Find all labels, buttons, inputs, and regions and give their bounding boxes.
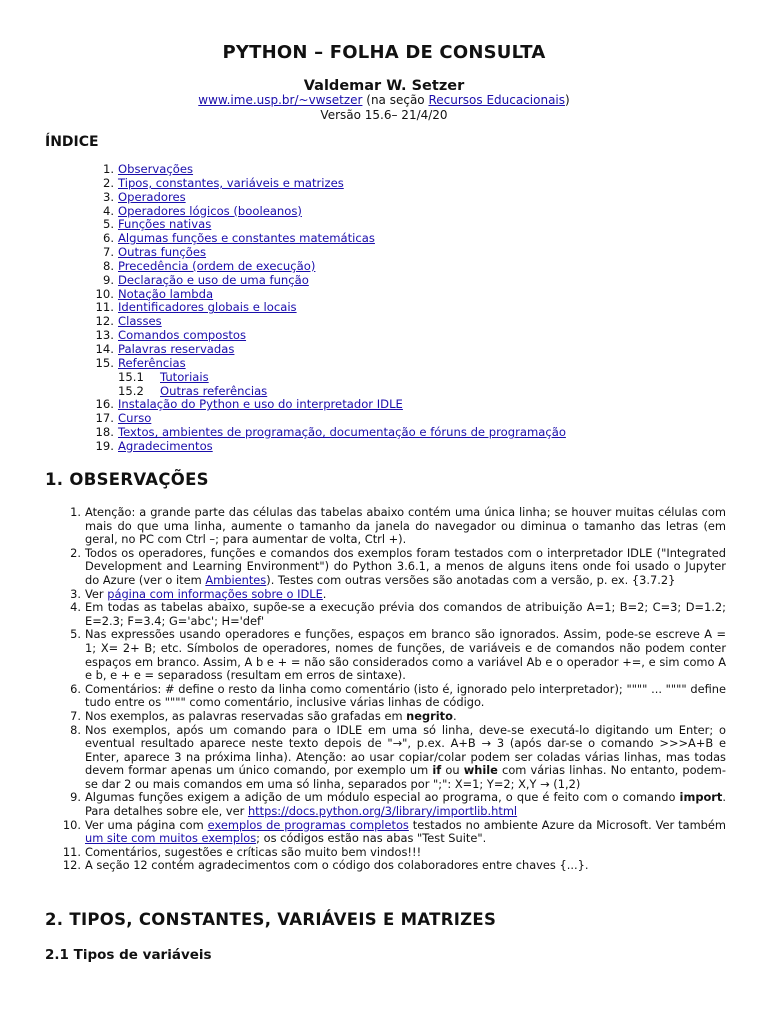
observation-text-part: Atenção: a grande parte das células das tabelas abaixo contém uma única linha; se houver muitas células com mais do que uma linha, aumente o tamanho da janela do navegador ou diminua o tamanho das letras (em geral, no PC com Ctrl –; para aumentar de volta, Ctrl +). bbox=[85, 505, 726, 547]
observation-number: 11. bbox=[62, 844, 81, 859]
index-item-number: 2. bbox=[102, 175, 114, 190]
index-item-number: 19. bbox=[95, 438, 114, 453]
observation-item bbox=[46, 724, 726, 792]
reserved-word: import bbox=[679, 790, 723, 805]
observation-item bbox=[46, 506, 726, 547]
observation-text-part: Nos exemplos, as palavras reservadas são grafadas em bbox=[85, 708, 407, 723]
observation-link[interactable]: um site com muitos exemplos bbox=[85, 831, 257, 846]
index-item-link[interactable]: Observações bbox=[118, 162, 194, 176]
observation-text-part: Ver bbox=[85, 586, 108, 601]
index-item-link[interactable]: Operadores bbox=[118, 189, 186, 204]
section-text-post: ) bbox=[565, 93, 570, 107]
index-item-link[interactable]: Palavras reservadas bbox=[118, 341, 235, 356]
index-item-number: 14. bbox=[95, 341, 114, 356]
index-item-number: 5. bbox=[102, 217, 114, 232]
index-item-link[interactable]: Operadores lógicos (booleanos) bbox=[118, 203, 302, 218]
index-item-link[interactable]: Classes bbox=[118, 314, 162, 329]
index-item-number: 8. bbox=[102, 258, 114, 273]
index-item-number: 9. bbox=[102, 272, 114, 287]
index-item bbox=[76, 163, 566, 177]
index-item-number: 4. bbox=[102, 203, 114, 218]
index-item bbox=[76, 260, 566, 274]
observation-number: 8. bbox=[70, 722, 81, 737]
observation-number: 10. bbox=[62, 817, 81, 832]
observation-text bbox=[85, 791, 726, 818]
observation-item bbox=[46, 710, 726, 724]
index-item-number: 18. bbox=[95, 425, 114, 440]
index-item-link[interactable]: Textos, ambientes de programação, documentação e fóruns de programação bbox=[118, 425, 566, 440]
observation-text-part: ). Testes com outras versões são anotadas com a versão, p. ex. {3.7.2} bbox=[266, 572, 676, 587]
reserved-word: if bbox=[432, 763, 442, 778]
index-item bbox=[76, 315, 566, 329]
observation-item bbox=[46, 628, 726, 682]
observation-text-part: A seção 12 contém agradecimentos com o código dos colaboradores entre chaves {...}. bbox=[85, 858, 589, 873]
index-item-link[interactable]: Declaração e uso de uma função bbox=[118, 272, 309, 287]
index-item bbox=[76, 398, 566, 412]
observation-text-part: . bbox=[322, 586, 327, 601]
index-item-link[interactable]: Instalação do Python e uso do interpretador IDLE bbox=[118, 397, 403, 412]
observation-text bbox=[85, 683, 726, 710]
observation-text-part: Algumas funções exigem a adição de um módulo especial ao programa, o que é feito com o comando bbox=[85, 790, 680, 805]
index-item bbox=[76, 232, 566, 246]
index-item-number: 1. bbox=[102, 162, 114, 176]
observation-item bbox=[46, 547, 726, 588]
index-item bbox=[76, 246, 566, 260]
index-item-link[interactable]: Agradecimentos bbox=[118, 438, 213, 453]
index-item bbox=[76, 385, 566, 399]
index-item-link[interactable]: Tutoriais bbox=[160, 369, 209, 384]
observation-text bbox=[85, 588, 726, 602]
observation-text bbox=[85, 628, 726, 682]
section-1-heading: 1. OBSERVAÇÕES bbox=[45, 470, 209, 489]
section-2-1-heading: 2.1 Tipos de variáveis bbox=[45, 947, 212, 963]
index-item-link[interactable]: Outras funções bbox=[118, 245, 207, 260]
index-item-number: 16. bbox=[95, 397, 114, 412]
observation-item bbox=[46, 819, 726, 846]
observation-text-part: Ver uma página com bbox=[85, 817, 208, 832]
observation-number: 3. bbox=[70, 586, 81, 601]
observation-item bbox=[46, 683, 726, 710]
observation-link[interactable]: exemplos de programas completos bbox=[207, 817, 409, 832]
index-item bbox=[76, 218, 566, 232]
observation-text-part: Todos os operadores, funções e comandos dos exemplos foram testados com o interpretador IDLE ("Integrated Development and Learning Environment") do Python 3.6.1, a menos de alguns itens onde foi usado o Jupyter do Azure (ver o item bbox=[85, 545, 726, 587]
index-item-link[interactable]: Precedência (ordem de execução) bbox=[118, 258, 316, 273]
observation-link[interactable]: página com informações sobre o IDLE bbox=[107, 586, 323, 601]
index-item-link[interactable]: Algumas funções e constantes matemáticas bbox=[118, 231, 375, 246]
index-item bbox=[76, 205, 566, 219]
observation-text-part: Comentários, sugestões e críticas são muito bem vindos!!! bbox=[85, 844, 422, 859]
index-item bbox=[76, 329, 566, 343]
observation-link[interactable]: https://docs.python.org/3/library/importlib.html bbox=[247, 804, 518, 819]
index-item-number: 11. bbox=[95, 300, 114, 315]
index-item-number: 3. bbox=[102, 189, 114, 204]
index-item bbox=[76, 440, 566, 454]
observation-text bbox=[85, 506, 726, 547]
resources-link[interactable]: Recursos Educacionais bbox=[428, 93, 566, 107]
observation-text bbox=[85, 547, 726, 588]
observation-number: 6. bbox=[70, 681, 81, 696]
index-item bbox=[76, 412, 566, 426]
index-item-link[interactable]: Identificadores globais e locais bbox=[118, 300, 297, 315]
index-item-number: 17. bbox=[95, 411, 114, 426]
section-text-pre: (na seção bbox=[362, 93, 429, 107]
index-item bbox=[76, 288, 566, 302]
index-item bbox=[76, 357, 566, 371]
index-item-link[interactable]: Funções nativas bbox=[118, 217, 212, 232]
reserved-word: negrito bbox=[406, 708, 453, 723]
site-link[interactable]: www.ime.usp.br/~vwsetzer bbox=[198, 93, 363, 107]
observation-text bbox=[85, 601, 726, 628]
observation-text bbox=[85, 724, 726, 792]
observation-text-part: ou bbox=[441, 763, 464, 778]
index-item-number: 15. bbox=[95, 355, 114, 370]
index-item bbox=[76, 426, 566, 440]
index-item-number: 6. bbox=[102, 231, 114, 246]
observation-text-part: Nas expressões usando operadores e funções, espaços em branco são ignorados. Assim, pode-se escreve A = 1; X= 2+ B; etc. Símbolos de operadores, nomes de funções, de variáveis e de comandos não podem conter espaços em branco. Assim, A b e + = não são considerados como a variável Ab e o operador +=, e sim como A e b, e + e = separadoss (resultam em erros de sintaxe). bbox=[85, 627, 726, 683]
index-item-number: 10. bbox=[95, 286, 114, 301]
observation-number: 4. bbox=[70, 600, 81, 615]
observation-text-part: Comentários: # define o resto da linha como comentário (isto é, ignorado pelo interpretador); """" ... """" define tudo entre os """" como comentário, inclusive várias linhas de código. bbox=[85, 681, 726, 710]
observation-number: 12. bbox=[62, 858, 81, 873]
index-item bbox=[76, 371, 566, 385]
author-name: Valdemar W. Setzer bbox=[303, 78, 465, 94]
index-item-link[interactable]: Comandos compostos bbox=[118, 328, 247, 343]
section-2-heading: 2. TIPOS, CONSTANTES, VARIÁVEIS E MATRIZES bbox=[45, 910, 497, 929]
observation-text-part: . bbox=[452, 708, 457, 723]
index-item-number: 12. bbox=[95, 314, 114, 329]
index-list bbox=[76, 163, 566, 454]
observation-item bbox=[46, 859, 726, 873]
index-item bbox=[76, 343, 566, 357]
observation-item bbox=[46, 601, 726, 628]
index-item-number: 15.2 bbox=[118, 383, 144, 398]
observation-text-part: ; os códigos estão nas abas "Test Suite". bbox=[256, 831, 487, 846]
index-item bbox=[76, 177, 566, 191]
observation-text-part: testados no ambiente Azure da Microsoft. Ver também bbox=[408, 817, 726, 832]
author-links bbox=[0, 93, 768, 107]
index-heading: ÍNDICE bbox=[45, 134, 99, 150]
observation-number: 7. bbox=[70, 708, 81, 723]
index-item bbox=[76, 301, 566, 315]
observation-number: 1. bbox=[70, 505, 81, 519]
observation-text bbox=[85, 859, 726, 873]
index-item bbox=[76, 191, 566, 205]
reserved-word: while bbox=[463, 763, 498, 778]
observation-item bbox=[46, 846, 726, 860]
observation-item bbox=[46, 791, 726, 818]
observation-number: 2. bbox=[70, 545, 81, 560]
observation-item bbox=[46, 588, 726, 602]
observation-text-part: com várias linhas. No entanto, podem-se dar 2 ou mais comandos em uma só linha, separados por ";": X=1; Y=2; X,Y → (1,2) bbox=[85, 763, 726, 791]
observations-list bbox=[46, 506, 726, 873]
index-item-link[interactable]: Tipos, constantes, variáveis e matrizes bbox=[118, 175, 344, 190]
observation-link[interactable]: Ambientes bbox=[205, 572, 267, 587]
index-item-number: 7. bbox=[102, 245, 114, 260]
version-line: Versão 15.6– 21/4/20 bbox=[320, 108, 448, 122]
observation-text-part: Em todas as tabelas abaixo, supõe-se a execução prévia dos comandos de atribuição A=1; B=2; C=3; D=1.2; E=2.3; F=3.4; G='abc'; H='def' bbox=[85, 600, 726, 628]
index-item-number: 15.1 bbox=[118, 369, 144, 384]
index-item bbox=[76, 274, 566, 288]
observation-text bbox=[85, 710, 726, 724]
observation-text-part: . Para detalhes sobre ele, ver bbox=[85, 790, 726, 819]
index-item-link[interactable]: Curso bbox=[118, 411, 152, 426]
observation-text bbox=[85, 846, 726, 860]
observation-number: 5. bbox=[70, 627, 81, 642]
document-title: PYTHON – FOLHA DE CONSULTA bbox=[222, 42, 546, 63]
index-item-number: 13. bbox=[95, 328, 114, 343]
index-item-link[interactable]: Referências bbox=[118, 355, 186, 370]
observation-number: 9. bbox=[70, 790, 81, 805]
index-item-link[interactable]: Outras referências bbox=[160, 383, 268, 398]
index-item-link[interactable]: Notação lambda bbox=[118, 286, 214, 301]
observation-text-part: Nos exemplos, após um comando para o IDLE em uma só linha, deve-se executá-lo digitando um Enter; o eventual resultado aparece neste texto depois de "→", p.ex. A+B → 3 (após dar-se o comando >>>A+B e Enter, aparece 3 na próxima linha). Atenção: ao usar copiar/colar podem ser coladas várias linhas, mas todas devem formar apenas um único comando, por exemplo um bbox=[85, 722, 726, 778]
observation-text bbox=[85, 819, 726, 846]
